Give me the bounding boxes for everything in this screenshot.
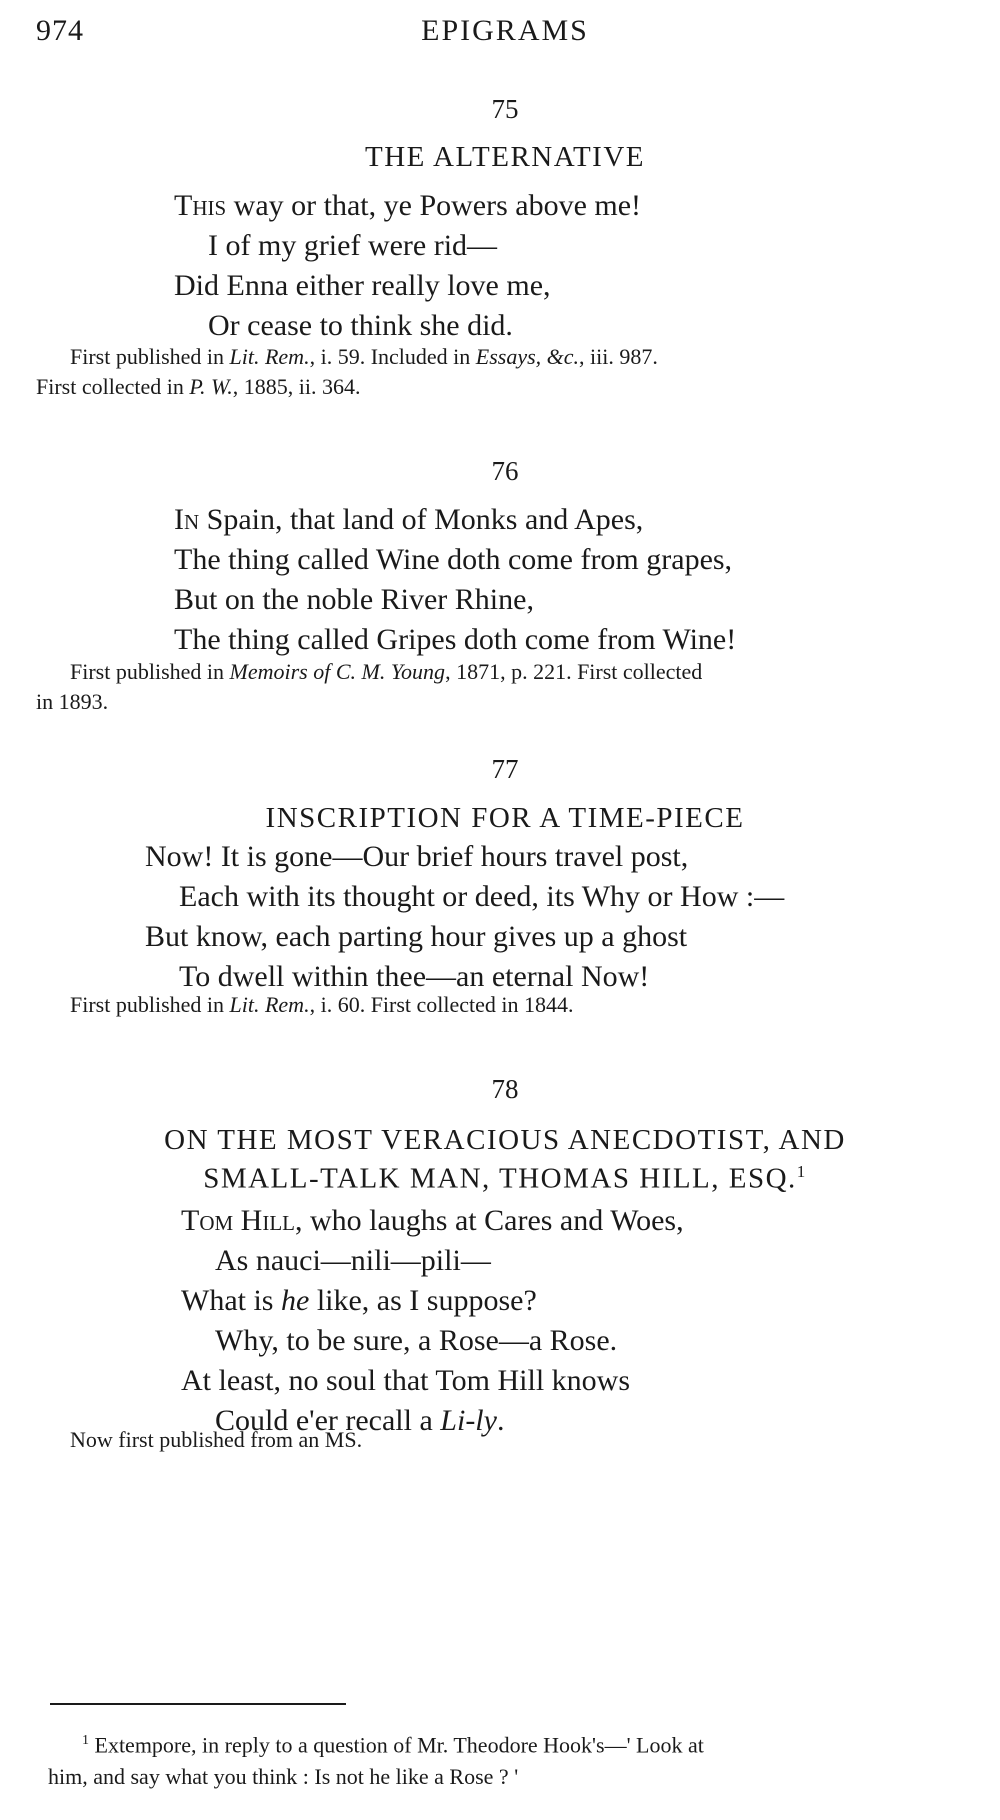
page-number: 974 [36, 14, 84, 47]
footnote-divider [50, 1703, 346, 1705]
poem-title-78-line1: ON THE MOST VERACIOUS ANECDOTIST, AND [164, 1124, 846, 1156]
publication-note-77: First published in Lit. Rem., i. 60. First collected in 1844. [70, 992, 574, 1017]
footnote-ref-mark: 1 [796, 1162, 807, 1181]
footnote: $^1$ Extempore, in reply to a question of Mr. Theodore Hook's—' Look at him, and say what you think : Is not he like a Rose ? ' [48, 1732, 704, 1790]
poem-line: Now! It is gone—Our brief hours travel post, [145, 840, 689, 873]
poem-76-stanza [174, 500, 736, 660]
poem-line: The thing called Gripes doth come from Wine! [174, 623, 737, 656]
poem-line: Tom Hill, who laughs at Cares and Woes, [181, 1204, 684, 1237]
poem-line: Did Enna either really love me, [174, 269, 551, 302]
poem-line: But know, each parting hour gives up a ghost [145, 920, 688, 953]
poem-line: To dwell within thee—an eternal Now! [179, 960, 650, 993]
poem-line: As nauci—nili—pili— [215, 1244, 491, 1277]
poem-line: At least, no soul that Tom Hill knows [181, 1364, 631, 1397]
publication-note-78: Now first published from an MS. [70, 1427, 363, 1452]
poem-line: What is he like, as I suppose? [181, 1284, 537, 1317]
poem-line: Or cease to think she did. [208, 309, 513, 342]
publication-note-76: First published in Memoirs of C. M. Young, 1871, p. 221. First collected in 1893. [36, 659, 703, 714]
poem-title-78-line2: SMALL-TALK MAN, THOMAS HILL, ESQ.$^1$ [203, 1162, 807, 1195]
poem-number-75: 75 [491, 94, 519, 124]
poem-77-stanza [145, 837, 784, 997]
poem-number-77: 77 [491, 754, 519, 784]
poem-line: But on the noble River Rhine, [174, 583, 534, 616]
poem-line: The thing called Wine doth come from grapes, [174, 543, 733, 576]
poem-75-stanza [174, 186, 641, 346]
footnote-mark: 1 [82, 1733, 89, 1748]
poem-title-77: INSCRIPTION FOR A TIME-PIECE [265, 802, 745, 834]
poem-line: This way or that, ye Powers above me! [174, 189, 642, 222]
poem-line: I of my grief were rid— [208, 229, 498, 262]
poem-78-stanza [181, 1201, 684, 1441]
publication-note-75: First published in Lit. Rem., i. 59. Included in Essays, &c., iii. 987. First collected in P. W., 1885, ii. 364. [36, 344, 658, 399]
running-title: EPIGRAMS [421, 14, 589, 47]
poem-number-76: 76 [491, 456, 519, 486]
poem-line: Could e'er recall a Li-ly. [215, 1404, 505, 1437]
poem-line: In Spain, that land of Monks and Apes, [174, 503, 644, 536]
poem-title-75: THE ALTERNATIVE [365, 141, 645, 173]
poem-line: Why, to be sure, a Rose—a Rose. [215, 1324, 618, 1357]
poem-line: Each with its thought or deed, its Why or How :— [179, 880, 785, 913]
poem-number-78: 78 [491, 1074, 519, 1104]
